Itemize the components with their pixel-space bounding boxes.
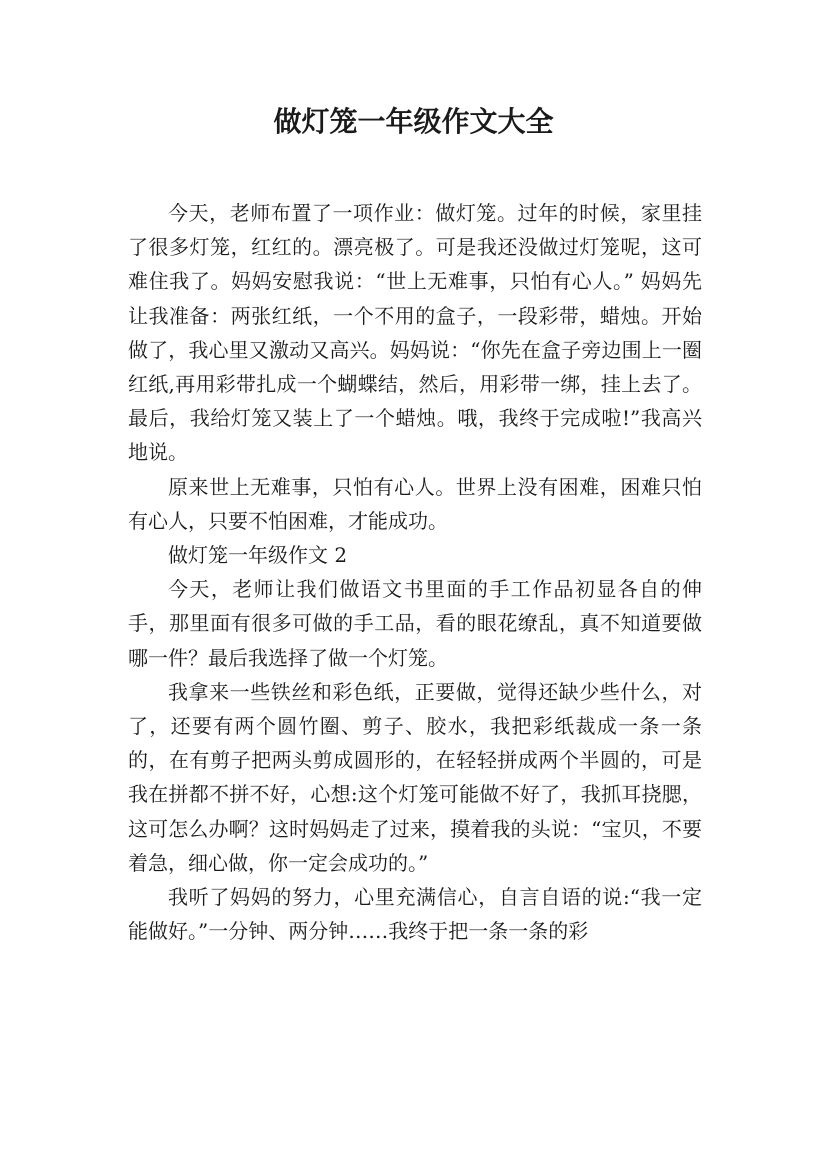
paragraph-3: 今天，老师让我们做语文书里面的手工作品初显各自的伸手，那里面有很多可做的手工品，看的眼花缭乱，真不知道要做哪一件？最后我选择了做一个灯笼。: [128, 577, 702, 670]
paragraph-5: 我听了妈妈的努力，心里充满信心，自言自语的说:“我一定能做好。”一分钟、两分钟……我终于把一条一条的彩: [128, 885, 702, 944]
paragraph-4: 我拿来一些铁丝和彩色纸，正要做，觉得还缺少些什么，对了，还要有两个圆竹圈、剪子、胶水，我把彩纸裁成一条一条的，在有剪子把两头剪成圆形的，在轻轻拼成两个半圆的，可是我在拼都不拼不好，心想:这个灯笼可能做不好了，我抓耳挠腮，这可怎么办啊？这时妈妈走了过来，摸着我的头说：“宝贝，不要着急，细心做，你一定会成功的。”: [128, 679, 702, 875]
paragraph-1: 今天，老师布置了一项作业：做灯笼。过年的时候，家里挂了很多灯笼，红红的。漂亮极了。可是我还没做过灯笼呢，这可难住我了。妈妈安慰我说：“世上无难事，只怕有心人。” 妈妈先让我准备：两张红纸，一个不用的盒子，一段彩带，蜡烛。开始做了，我心里又激动又高兴。妈妈说：“你先在盒子旁边围上一圈红纸,再用彩带扎成一个蝴蝶结，然后，用彩带一绑，挂上去了。最后，我给灯笼又装上了一个蜡烛。哦，我终于完成啦!”我高兴地说。: [128, 201, 702, 465]
paragraph-2: 原来世上无难事，只怕有心人。世界上没有困难，困难只怕有心人，只要不怕困难，才能成功。: [128, 474, 702, 533]
document-title: 做灯笼一年级作文大全: [273, 105, 554, 138]
section-subheading: 做灯笼一年级作文 2: [168, 543, 348, 568]
document-body: [128, 196, 702, 948]
